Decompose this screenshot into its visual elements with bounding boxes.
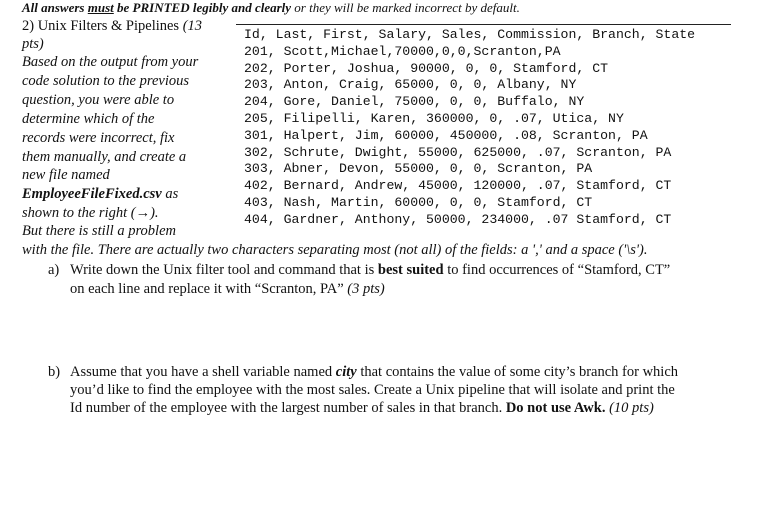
part-b-no-awk: Do not use Awk — [505, 400, 602, 416]
code-line: 303, Abner, Devon, 55000, 0, 0, Scranton, PA — [244, 161, 593, 177]
part-b-line-2: you’d like to find the employee with the most sales. Create a Unix pipeline that will isolate and print the — [70, 382, 675, 398]
part-b-line-1-pre: Assume that you have a shell variable named — [70, 364, 336, 380]
left-line-7: new file named — [22, 167, 110, 183]
header-part3: or they will be marked incorrect by default. — [291, 0, 520, 15]
separator-note-line: with the file. There are actually two characters separating most (not all) of the fields: a ',' and a space ('\s'). — [22, 242, 648, 258]
fixed-filename: EmployeeFileFixed.csv — [22, 186, 162, 202]
question-2-title — [22, 18, 202, 35]
header-part2: be PRINTED legibly and clearly — [113, 0, 292, 15]
code-line: 203, Anton, Craig, 65000, 0, 0, Albany, NY — [244, 77, 577, 93]
part-a-line-1-pre: Write down the Unix filter tool and command that is — [70, 262, 378, 278]
code-line: 201, Scott,Michael,70000,0,0,Scranton,PA — [244, 43, 561, 59]
filename-as: as — [161, 186, 179, 202]
header-rule — [236, 24, 731, 25]
code-line-header: Id, Last, First, Salary, Sales, Commission, Branch, State — [244, 27, 696, 42]
code-line: 204, Gore, Daniel, 75000, 0, 0, Buffalo, NY — [244, 94, 585, 110]
part-a-line-1 — [70, 262, 670, 279]
part-b-line-1 — [70, 364, 678, 381]
left-line-2: code solution to the previous — [22, 73, 189, 89]
code-line: 404, Gardner, Anthony, 50000, 234000, .07 Stamford, CT — [244, 211, 672, 227]
question-2-points-close: pts) — [22, 36, 44, 52]
left-line-3: question, you were able to — [22, 92, 175, 108]
part-b-line-1-post: that contains the value of some city’s branch for which — [356, 364, 679, 380]
code-line: 202, Porter, Joshua, 90000, 0, 0, Stamford, CT — [244, 60, 609, 76]
question-2-title-text: 2) Unix Filters & Pipelines — [22, 18, 183, 34]
part-a-line-1-post: to find occurrences of “Stamford, CT” — [443, 262, 671, 278]
part-b-period: . — [601, 400, 610, 416]
problem-line: But there is still a problem — [22, 223, 176, 239]
part-a-best-suited: best suited — [377, 262, 444, 278]
header-must: must — [87, 0, 114, 15]
header-part1: All answers — [22, 0, 88, 15]
part-b-line-3-pre: Id number of the employee with the largest number of sales in that branch. — [70, 400, 506, 416]
left-line-4: determine which of the — [22, 111, 155, 127]
shown-right-line: shown to the right (→). — [22, 205, 159, 221]
part-b-line-3 — [70, 400, 654, 417]
part-a-label: a) — [48, 262, 60, 278]
left-line-1: Based on the output from your — [22, 54, 199, 70]
code-line: 301, Halpert, Jim, 60000, 450000, .08, Scranton, PA — [244, 127, 648, 143]
part-a-line-2 — [70, 281, 385, 298]
part-a-points: (3 pts) — [347, 281, 385, 297]
question-2-points-open: (13 — [182, 18, 203, 34]
code-line: 302, Schrute, Dwight, 55000, 625000, .07, Scranton, PA — [244, 144, 672, 160]
part-a-line-2-pre: on each line and replace it with “Scranton, PA” — [70, 281, 348, 297]
part-b-label: b) — [48, 364, 61, 380]
instructions-header — [22, 0, 520, 16]
employee-file-listing — [244, 27, 695, 229]
part-b-points: (10 pts) — [609, 400, 654, 416]
filename-line — [22, 186, 178, 203]
left-line-5: records were incorrect, fix — [22, 130, 175, 146]
code-line: 205, Filipelli, Karen, 360000, 0, .07, Utica, NY — [244, 110, 624, 126]
code-line: 403, Nash, Martin, 60000, 0, 0, Stamford, CT — [244, 194, 593, 210]
part-b-city-variable: city — [335, 364, 357, 380]
code-line: 402, Bernard, Andrew, 45000, 120000, .07, Stamford, CT — [244, 178, 672, 194]
left-line-6: them manually, and create a — [22, 149, 187, 165]
